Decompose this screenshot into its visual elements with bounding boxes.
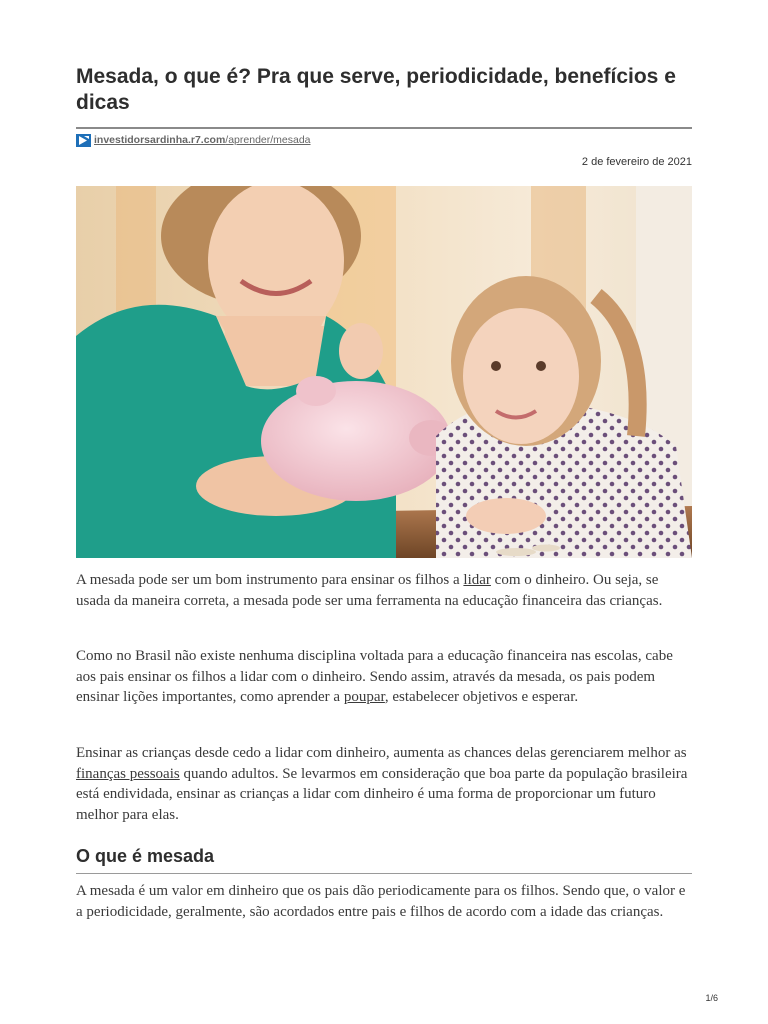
title-divider — [76, 127, 692, 129]
source-link[interactable] — [76, 133, 311, 147]
paragraph-1-text-b: com o dinheiro. Ou seja, se usada da maneira correta, a mesada pode ser uma ferramenta na educação financeira das crianças. — [76, 572, 663, 609]
paragraph-3-text-a: Ensinar as crianças desde cedo a lidar com dinheiro, aumenta as chances delas gerenciarem melhor as — [76, 745, 687, 761]
site-logo-icon — [76, 134, 91, 147]
page-number: 1/6 — [705, 993, 718, 1003]
paragraph-2-text-a: Como no Brasil não existe nenhuma disciplina voltada para a educação financeira nas escolas, cabe aos pais ensinar os filhos a lidar com o dinheiro. Sendo assim, através da mesada, os pais podem ensinar lições importantes, como aprender a — [76, 648, 673, 705]
paragraph-1 — [76, 570, 692, 611]
paragraph-3 — [76, 743, 692, 825]
section-heading: O que é mesada — [76, 846, 215, 866]
article-title: Mesada, o que é? Pra que serve, periodicidade, benefícios e dicas — [76, 65, 676, 114]
paragraph-2 — [76, 646, 692, 708]
source-path: /aprender/mesada — [225, 134, 311, 146]
section-paragraph-1: A mesada é um valor em dinheiro que os pais dão periodicamente para os filhos. Sendo que, o valor e a periodicidade, geralmente, são acordados entre pais e filhos de acordo com a idade das crianças. — [76, 883, 686, 920]
source-url[interactable] — [94, 134, 311, 146]
section-divider — [76, 873, 692, 874]
source-domain: investidorsardinha.r7.com — [94, 134, 226, 146]
hero-image — [76, 186, 692, 558]
link-lidar[interactable]: lidar — [463, 572, 491, 588]
paragraph-2-text-b: , estabelecer objetivos e esperar. — [384, 689, 579, 705]
paragraph-1-text-a: A mesada pode ser um bom instrumento para ensinar os filhos a — [76, 572, 464, 588]
publish-date: 2 de fevereiro de 2021 — [581, 156, 692, 168]
link-financas-pessoais[interactable]: finanças pessoais — [76, 765, 180, 782]
paragraph-3-text-b: quando adultos. Se levarmos em consideração que boa parte da população brasileira está endividada, ensinar as crianças a lidar com dinheiro é uma forma de proporcionar um futuro melhor para elas. — [76, 765, 688, 823]
link-poupar[interactable]: poupar — [343, 689, 385, 705]
